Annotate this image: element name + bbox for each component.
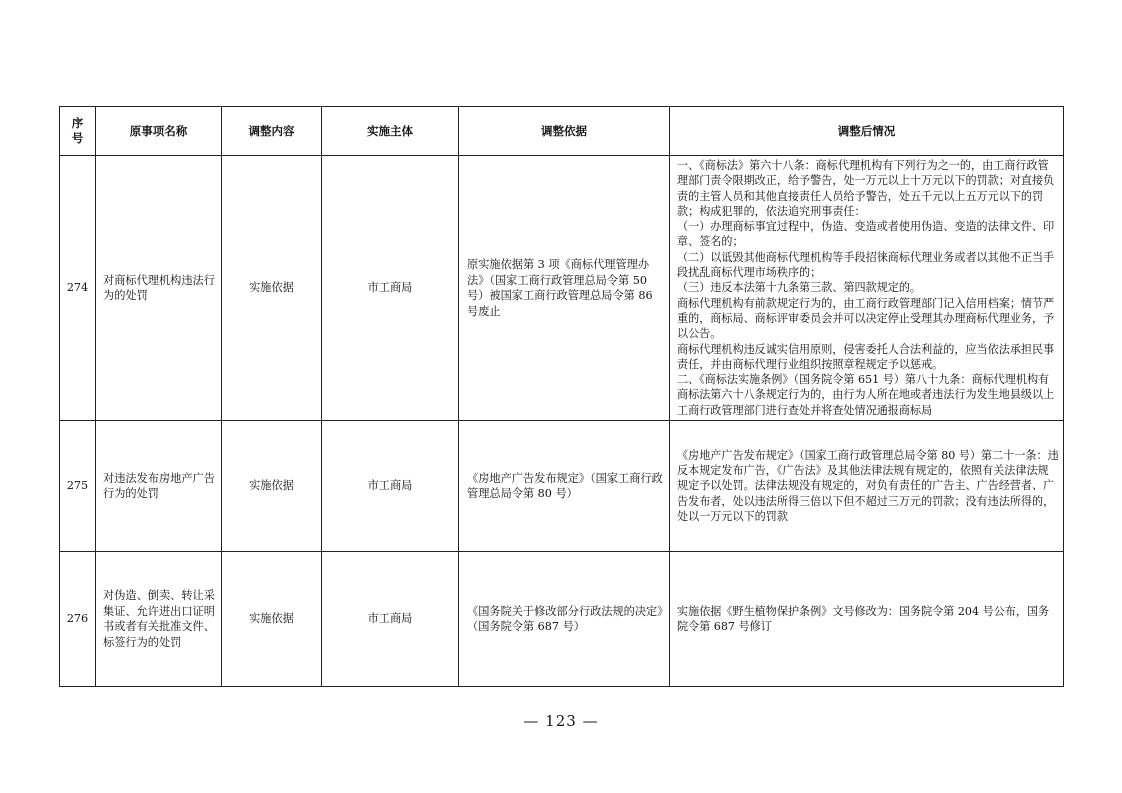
adjustment-table — [59, 106, 1064, 687]
row-item-name: 对违法发布房地产广告行为的处罚 — [96, 421, 222, 552]
after-paragraph: 实施依据《野生植物保护条例》文号修改为：国务院令第 204 号公布，国务院令第 687 号修订 — [677, 604, 1050, 633]
row-after — [670, 156, 1064, 421]
after-paragraph: （一）办理商标事宜过程中，伪造、变造或者使用伪造、变造的法律文件、印章、签名的； — [677, 220, 1055, 249]
table-row — [60, 552, 1064, 687]
row-implementer: 市工商局 — [322, 156, 459, 421]
row-after — [670, 552, 1064, 687]
header-adjust-content: 调整内容 — [222, 107, 322, 156]
row-basis: 《国务院关于修改部分行政法规的决定》（国务院令第 687 号） — [459, 552, 670, 687]
table-header-row — [60, 107, 1064, 156]
row-adjust-content: 实施依据 — [222, 421, 322, 552]
row-after — [670, 421, 1064, 552]
row-implementer: 市工商局 — [322, 421, 459, 552]
header-basis: 调整依据 — [459, 107, 670, 156]
after-paragraph: 二、《商标法实施条例》（国务院令第 651 号）第八十九条：商标代理机构有商标法第六十八条规定行为的，由行为人所在地或者违法行为发生地县级以上工商行政管理部门进行查处并将查处情况通报商标局 — [677, 373, 1055, 417]
header-implementer: 实施主体 — [322, 107, 459, 156]
row-adjust-content: 实施依据 — [222, 552, 322, 687]
header-item-name: 原事项名称 — [96, 107, 222, 156]
row-implementer: 市工商局 — [322, 552, 459, 687]
table-row — [60, 421, 1064, 552]
after-paragraph: 《房地产广告发布规定》（国家工商行政管理总局令第 80 号）第二十一条：违反本规定发布广告，《广告法》及其他法律法规有规定的，依照有关法律法规规定予以处罚。法律法规没有规定的，对负有责任的广告主、广告经营者、广告发布者，处以违法所得三倍以下但不超过三万元的罚款；没有违法所得的，处以一万元以下的罚款 — [677, 448, 1059, 523]
page-number: — 123 — — [523, 712, 599, 730]
after-paragraph: 商标代理机构违反诚实信用原则，侵害委托人合法利益的，应当依法承担民事责任，并由商标代理行业组织按照章程规定予以惩戒。 — [677, 342, 1055, 371]
after-paragraph: （二）以诋毁其他商标代理机构等手段招徕商标代理业务或者以其他不正当手段扰乱商标代理市场秩序的； — [677, 250, 1055, 280]
row-seq: 275 — [60, 421, 96, 552]
header-seq — [60, 107, 96, 156]
row-basis: 原实施依据第 3 项《商标代理管理办法》（国家工商行政管理总局令第 50 号）被国家工商行政管理总局令第 86 号废止 — [459, 156, 670, 421]
row-adjust-content: 实施依据 — [222, 156, 322, 421]
row-basis: 《房地产广告发布规定》（国家工商行政管理总局令第 80 号） — [459, 421, 670, 552]
row-seq: 276 — [60, 552, 96, 687]
row-item-name: 对商标代理机构违法行为的处罚 — [96, 156, 222, 421]
after-paragraph: 商标代理机构有前款规定行为的，由工商行政管理部门记入信用档案；情节严重的，商标局、商标评审委员会并可以决定停止受理其办理商标代理业务，予以公告。 — [677, 296, 1055, 341]
header-after: 调整后情况 — [670, 107, 1064, 156]
table-row — [60, 156, 1064, 421]
row-item-name: 对伪造、倒卖、转让采集证、允许进出口证明书或者有关批准文件、标签行为的处罚 — [96, 552, 222, 687]
header-seq-label: 序 号 — [71, 116, 84, 145]
after-paragraph: 一、《商标法》第六十八条：商标代理机构有下列行为之一的，由工商行政管理部门责令限期改正，给予警告，处一万元以上十万元以下的罚款；对直接负责的主管人员和其他直接责任人员给予警告，处五千元以上五万元以下的罚款；构成犯罪的，依法追究刑事责任： — [677, 158, 1055, 218]
after-paragraph: （三）违反本法第十九条第三款、第四款规定的。 — [677, 281, 922, 295]
row-seq: 274 — [60, 156, 96, 421]
